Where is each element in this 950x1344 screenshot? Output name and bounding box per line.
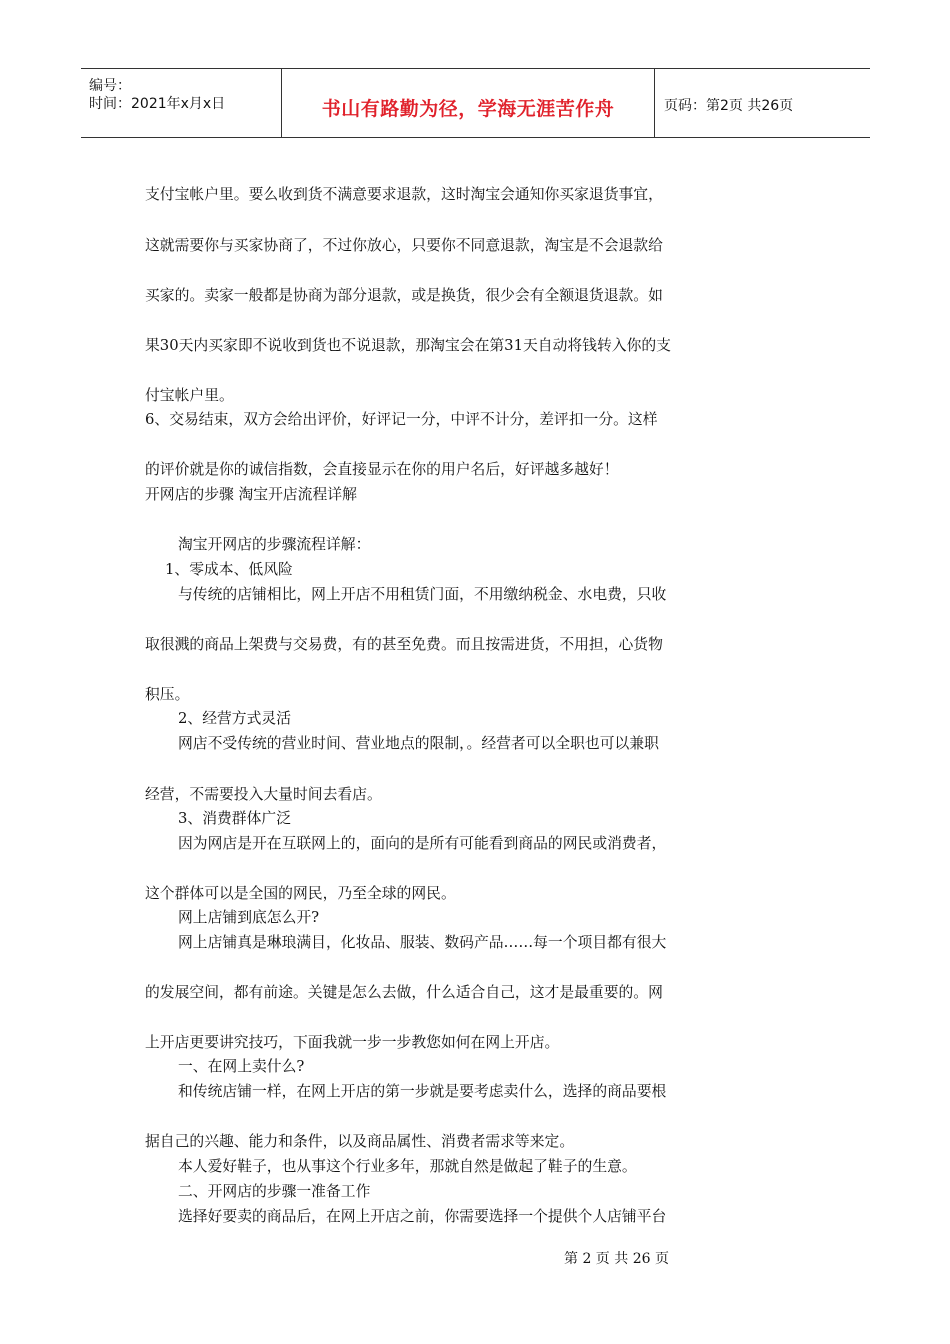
body-line: 这就需要你与买家协商了，不过你放心，只要你不同意退款，淘宝是不会退款给 [145, 237, 663, 254]
body-line: 付宝帐户里。 [145, 387, 234, 404]
header-page-cell [654, 69, 870, 137]
sub-heading: 二、开网店的步骤一准备工作 [178, 1183, 371, 1200]
header-number-label: 编号： [89, 78, 131, 94]
page-footer: 第 2 页 共 26 页 [564, 1251, 669, 1267]
body-line: 买家的。卖家一般都是协商为部分退款，或是换货，很少会有全额退货退款。如 [145, 287, 663, 304]
body-line: 选择好要卖的商品后，在网上开店之前，你需要选择一个提供个人店铺平台 [178, 1208, 667, 1225]
body-line: 6、交易结束，双方会给出评价，好评记一分，中评不计分，差评扣一分。这样 [145, 411, 658, 428]
body-line: 淘宝开网店的步骤流程详解： [178, 536, 371, 553]
body-line: 和传统店铺一样，在网上开店的第一步就是要考虑卖什么，选择的商品要根 [178, 1083, 667, 1100]
header-motto: 书山有路勤为径，学海无涯苦作舟 [321, 98, 615, 120]
header-page-info: 页码：第2页 共26页 [664, 98, 794, 114]
body-line: 网上店铺真是琳琅满目，化妆品、服装、数码产品……每一个项目都有很大 [178, 934, 667, 951]
section-heading: 开网店的步骤 淘宝开店流程详解 [145, 486, 357, 503]
body-line: 与传统的店铺相比，网上开店不用租赁门面，不用缴纳税金、水电费，只收 [178, 586, 667, 603]
body-line: 取很溅的商品上架费与交易费，有的甚至免费。而且按需进货，不用担，心货物 [145, 636, 663, 653]
body-line: 因为网店是开在互联网上的，面向的是所有可能看到商品的网民或消费者， [178, 835, 667, 852]
page-header [81, 68, 870, 138]
body-line: 上开店更要讲究技巧，下面我就一步一步教您如何在网上开店。 [145, 1034, 560, 1051]
list-heading: 3、消费群体广泛 [178, 810, 291, 827]
body-line: 的评价就是你的诚信指数，会直接显示在你的用户名后，好评越多越好！ [145, 461, 619, 478]
header-motto-cell [281, 69, 655, 137]
header-meta [81, 69, 281, 137]
body-line: 这个群体可以是全国的网民，乃至全球的网民。 [145, 885, 456, 902]
body-line: 本人爱好鞋子，也从事这个行业多年，那就自然是做起了鞋子的生意。 [178, 1158, 637, 1175]
header-date-label: 时间：2021年x月x日 [89, 96, 226, 112]
sub-heading: 网上店铺到底怎么开? [178, 909, 320, 926]
body-line: 经营，不需要投入大量时间去看店。 [145, 786, 382, 803]
body-line: 积压。 [145, 686, 190, 703]
sub-heading: 一、在网上卖什么? [178, 1058, 305, 1075]
body-line: 网店不受传统的营业时间、营业地点的限制，。经营者可以全职也可以兼职 [178, 735, 659, 752]
body-line: 果30天内买家即不说收到货也不说退款，那淘宝会在第31天自动将钱转入你的支 [145, 337, 671, 354]
list-heading: 2、经营方式灵活 [178, 710, 291, 727]
body-line: 的发展空间，都有前途。关键是怎么去做，什么适合自己，这才是最重要的。网 [145, 984, 663, 1001]
list-heading: 1、零成本、低风险 [165, 561, 293, 578]
body-line: 支付宝帐户里。要么收到货不满意要求退款，这时淘宝会通知你买家退货事宜， [145, 186, 663, 203]
body-line: 据自己的兴趣、能力和条件，以及商品属性、消费者需求等来定。 [145, 1133, 575, 1150]
